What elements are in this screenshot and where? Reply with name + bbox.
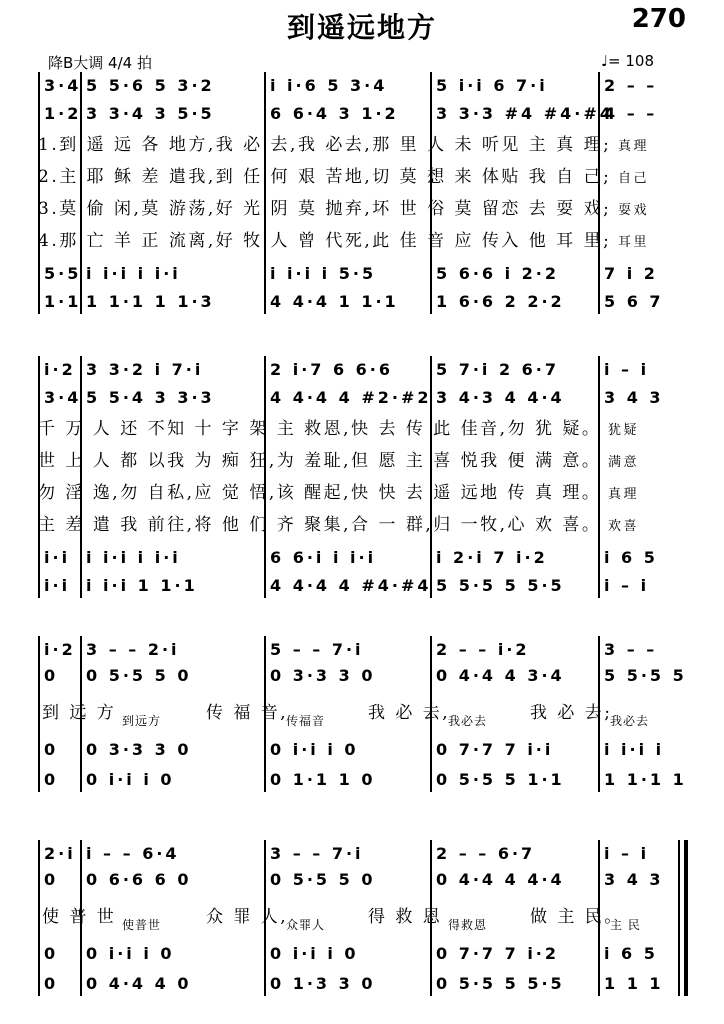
measure-notes: i i·i i i·i [86, 547, 181, 567]
measure-notes: 0 [44, 665, 59, 685]
lyric-echo: 得救恩 [448, 918, 488, 932]
measure-notes: 3 3·4 3 5·5 [86, 103, 215, 123]
measure-notes: 0 4·4 4 0 [86, 973, 192, 993]
lyric-line [38, 130, 688, 157]
measure-notes: 5 5·4 3 3·3 [86, 387, 215, 407]
lyric-text: 世 上 人 都 以我 为 痴 狂,为 羞耻,但 愿 主 喜 悦我 便 满 意。 [38, 451, 602, 471]
lyric-echo: 耍戏 [611, 203, 649, 218]
measure-notes: 6 6·4 3 1·2 [270, 103, 399, 123]
lyric-line [38, 226, 688, 253]
music-system-4 [38, 840, 688, 1008]
lyric-text: 得 救 恩 [368, 907, 443, 927]
measure-notes: 1 6·6 2 2·2 [436, 291, 565, 311]
measure-notes: 0 5·5 5 1·1 [436, 769, 565, 789]
measure-notes: 4 4·4 4 #2·#2 [270, 387, 432, 407]
note-row [38, 840, 688, 866]
lyric-text: 使 普 世 [42, 907, 117, 927]
note-row [38, 736, 688, 762]
page-title: 到遥远地方 [286, 11, 437, 44]
note-row [38, 384, 688, 410]
note-row [38, 866, 688, 892]
measure-notes: 5 5·5 5 5·5 [436, 575, 565, 595]
lyric-line [38, 162, 688, 189]
note-row [38, 636, 688, 662]
measure-notes: 0 1·3 3 0 [270, 973, 376, 993]
measure-notes: 0 6·6 6 0 [86, 869, 192, 889]
note-row [38, 572, 688, 598]
measure-notes: 0 i·i i 0 [270, 943, 359, 963]
lyric-echo: 使普世 [122, 918, 162, 932]
measure-notes: 4 4·4 1 1·1 [270, 291, 399, 311]
measure-notes: i 6 5 [604, 943, 658, 963]
hymn-number: 270 [631, 4, 686, 34]
lyric-echo: 欢喜 [601, 519, 640, 534]
measure-notes: 5 – – 7·i [270, 639, 364, 659]
measure-notes: i·i [44, 547, 71, 567]
lyric-text: 我 必 去; [530, 703, 613, 723]
lyric-line [38, 194, 688, 221]
measure-notes: 4 – – [604, 103, 658, 123]
measure-notes: 3·4 [44, 387, 82, 407]
measure-notes: 3 – – 2·i [86, 639, 180, 659]
tempo-mark: ♩= 108 [600, 52, 654, 70]
measure-notes: 1 1·1 1 1·3 [86, 291, 215, 311]
note-row [38, 356, 688, 382]
measure-notes: 0 [44, 739, 59, 759]
measure-notes: 1 1·1 1 [604, 769, 687, 789]
lyric-text: 到 远 方 [42, 703, 117, 723]
note-row [38, 544, 688, 570]
measure-notes: 0 7·7 7 i·i [436, 739, 554, 759]
lyric-echo: 到远方 [122, 714, 162, 728]
lyric-text: 1.到 遥 远 各 地方,我 必 去,我 必去,那 里 人 未 听见 主 真 理; [38, 135, 612, 155]
measure-notes: 3 – – 7·i [270, 843, 364, 863]
lyric-text: 千 万 人 还 不知 十 字 架 主 救恩,快 去 传 此 佳音,勿 犹 疑。 [38, 419, 602, 439]
measure-notes: 0 i·i i 0 [86, 943, 175, 963]
lyric-text: 做 主 民。 [530, 907, 624, 927]
measure-notes: 3 3·2 i 7·i [86, 359, 204, 379]
measure-notes: 0 7·7 7 i·2 [436, 943, 560, 963]
measure-notes: 2 i·7 6 6·6 [270, 359, 394, 379]
lyric-echo: 真理 [601, 487, 640, 502]
lyric-line [38, 510, 688, 537]
measure-notes: 0 [44, 943, 59, 963]
lyric-line [38, 414, 688, 441]
measure-notes: 6 6·i i i·i [270, 547, 377, 567]
lyric-line [38, 446, 688, 473]
measure-notes: 2 – – 6·7 [436, 843, 536, 863]
measure-notes: 3·4 [44, 75, 82, 95]
measure-notes: 2 – – [604, 75, 658, 95]
note-row [38, 288, 688, 314]
measure-notes: i 2·i 7 i·2 [436, 547, 548, 567]
note-row [38, 940, 688, 966]
lyric-echo: 众罪人 [286, 918, 326, 932]
note-row [38, 662, 688, 688]
lyric-text: 传 福 音, [206, 703, 289, 723]
measure-notes: 0 4·4 4 3·4 [436, 665, 565, 685]
lyric-echo: 我必去 [448, 714, 488, 728]
measure-notes: 3 3·3 #4 #4·#4 [436, 103, 614, 123]
measure-notes: 5 i·i 6 7·i [436, 75, 548, 95]
lyric-line [38, 478, 688, 505]
measure-notes: 2 – – i·2 [436, 639, 530, 659]
measure-notes: 0 3·3 3 0 [86, 739, 192, 759]
measure-notes: 1 1 1 [604, 973, 664, 993]
measure-notes: 0 [44, 769, 59, 789]
measure-notes: 4 4·4 4 #4·#4 [270, 575, 432, 595]
measure-notes: 0 i·i i 0 [270, 739, 359, 759]
lyric-echo: 真理 [611, 139, 649, 154]
measure-notes: 2·i [44, 843, 76, 863]
note-row [38, 72, 688, 98]
measure-notes: 1·1 [44, 291, 82, 311]
measure-notes: 0 i·i i 0 [86, 769, 175, 789]
measure-notes: 3 4 3 [604, 387, 664, 407]
music-system-3 [38, 636, 688, 804]
note-row [38, 260, 688, 286]
music-system-2 [38, 356, 688, 602]
measure-notes: i – i [604, 843, 650, 863]
measure-notes: i i·i i [604, 739, 665, 759]
measure-notes: 0 [44, 869, 59, 889]
measure-notes: i – i [604, 575, 650, 595]
measure-notes: 5 5·6 5 3·2 [86, 75, 215, 95]
key-signature: 降B大调 4/4 拍 [48, 54, 152, 72]
lyric-echo: 耳里 [611, 235, 649, 250]
measure-notes: i·2 [44, 639, 76, 659]
measure-notes: 0 4·4 4 4·4 [436, 869, 565, 889]
measure-notes: 5 6·6 i 2·2 [436, 263, 560, 283]
lyric-text: 主 差 遣 我 前往,将 他 们 齐 聚集,合 一 群,归 一牧,心 欢 喜。 [38, 515, 602, 535]
lyric-echo: 传福音 [286, 714, 326, 728]
lyric-echo: 自己 [611, 171, 649, 186]
note-row [38, 100, 688, 126]
measure-notes: 5 6 7 [604, 291, 664, 311]
lyric-echo: 主 民 [610, 918, 641, 932]
lyric-line [38, 902, 688, 938]
lyric-text: 4.那 亡 羊 正 流离,好 牧 人 曾 代死,此 佳 音 应 传入 他 耳 里; [38, 231, 612, 251]
measure-notes: i 6 5 [604, 547, 658, 567]
lyric-echo: 满意 [601, 455, 640, 470]
lyric-echo: 我必去 [610, 714, 650, 728]
lyric-echo: 犹疑 [601, 423, 640, 438]
measure-notes: 5 5·5 5 [604, 665, 687, 685]
measure-notes: 0 5·5 5 0 [86, 665, 192, 685]
measure-notes: i i·i i i·i [86, 263, 181, 283]
note-row [38, 970, 688, 996]
measure-notes: 3 – – [604, 639, 658, 659]
measure-notes: 0 5·5 5 5·5 [436, 973, 565, 993]
measure-notes: 3 4·3 4 4·4 [436, 387, 565, 407]
measure-notes: i i·6 5 3·4 [270, 75, 388, 95]
lyric-text: 2.主 耶 稣 差 遣我,到 任 何 艰 苦地,切 莫 想 来 体贴 我 自 己; [38, 167, 612, 187]
measure-notes: 3 4 3 [604, 869, 664, 889]
measure-notes: 1·2 [44, 103, 82, 123]
lyric-text: 我 必 去, [368, 703, 451, 723]
music-system-1 [38, 72, 688, 318]
measure-notes: i – i [604, 359, 650, 379]
measure-notes: i i·i 1 1·1 [86, 575, 198, 595]
lyric-text: 众 罪 人, [206, 907, 289, 927]
measure-notes: 5·5 [44, 263, 82, 283]
measure-notes: i i·i i 5·5 [270, 263, 377, 283]
measure-notes: i·i [44, 575, 71, 595]
lyric-text: 3.莫 偷 闲,莫 游荡,好 光 阴 莫 抛弃,坏 世 俗 莫 留恋 去 耍 戏; [38, 199, 612, 219]
measure-notes: 5 7·i 2 6·7 [436, 359, 560, 379]
measure-notes: i – – 6·4 [86, 843, 180, 863]
measure-notes: 0 [44, 973, 59, 993]
note-row [38, 766, 688, 792]
lyric-line [38, 698, 688, 734]
lyric-text: 勿 淫 逸,勿 自私,应 觉 悟,该 醒起,快 快 去 遥 远地 传 真 理。 [38, 483, 602, 503]
measure-notes: 0 1·1 1 0 [270, 769, 376, 789]
measure-notes: 0 5·5 5 0 [270, 869, 376, 889]
measure-notes: 7 i 2 [604, 263, 658, 283]
measure-notes: 0 3·3 3 0 [270, 665, 376, 685]
measure-notes: i·2 [44, 359, 76, 379]
